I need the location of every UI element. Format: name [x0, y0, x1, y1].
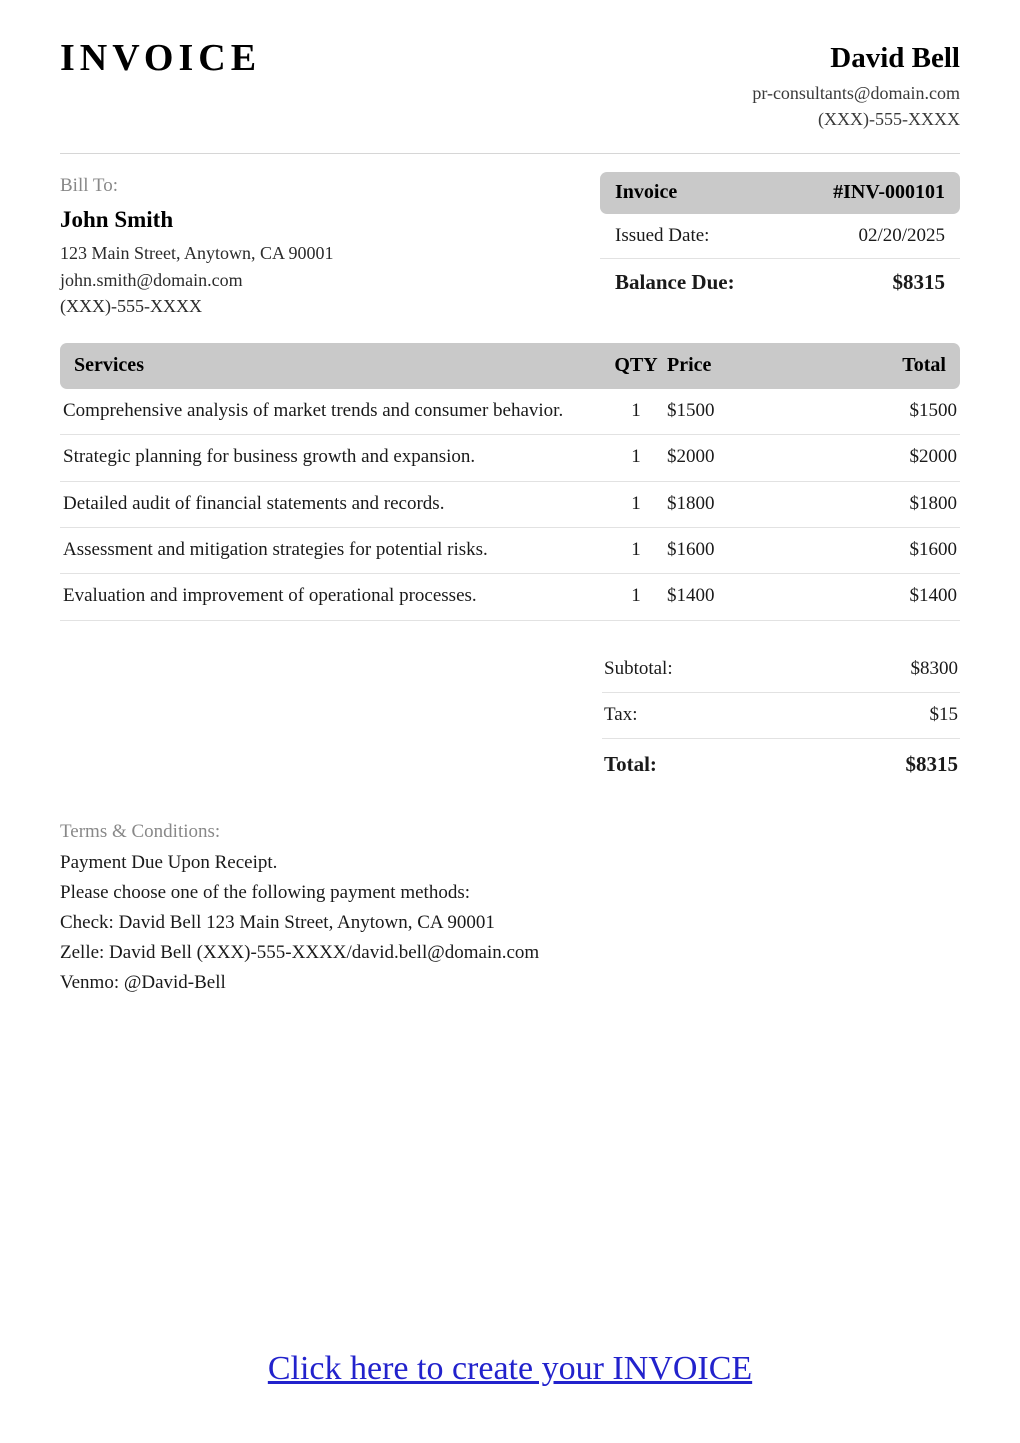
- terms-line: Please choose one of the following payment methods:: [60, 882, 470, 904]
- invoice-number-value: #INV-000101: [833, 181, 945, 204]
- service-qty: 1: [605, 435, 667, 481]
- bill-to-address: 123 Main Street, Anytown, CA 90001: [60, 243, 334, 264]
- table-row: [60, 527, 960, 573]
- table-row: [60, 389, 960, 435]
- service-qty: 1: [605, 481, 667, 527]
- bill-and-meta-section: [60, 172, 960, 320]
- terms-line: Check: David Bell 123 Main Street, Anytown, CA 90001: [60, 912, 495, 934]
- balance-due-value: $8315: [892, 270, 945, 295]
- issuer-block: [752, 38, 960, 132]
- subtotal-row: [602, 647, 960, 693]
- service-description: Assessment and mitigation strategies for potential risks.: [60, 527, 605, 573]
- service-description: Strategic planning for business growth and expansion.: [60, 435, 605, 481]
- subtotal-value: $8300: [910, 657, 958, 679]
- service-total: $1800: [812, 481, 960, 527]
- grand-total-label: Total:: [604, 751, 657, 776]
- issued-date-label: Issued Date:: [615, 225, 710, 247]
- bill-to-name: John Smith: [60, 206, 174, 232]
- table-row: [60, 481, 960, 527]
- grand-total-row: [602, 739, 960, 789]
- invoice-header: [60, 0, 960, 132]
- issuer-phone: (XXX)-555-XXXX: [818, 109, 960, 130]
- invoice-meta-header-row: [600, 172, 960, 214]
- service-qty: 1: [605, 574, 667, 620]
- bill-to-email: john.smith@domain.com: [60, 269, 243, 290]
- service-total: $1400: [812, 574, 960, 620]
- services-table-body: [60, 389, 960, 620]
- service-description: Comprehensive analysis of market trends and consumer behavior.: [60, 389, 605, 435]
- service-total: $2000: [812, 435, 960, 481]
- service-price: $1600: [667, 527, 812, 573]
- service-description: Evaluation and improvement of operational processes.: [60, 574, 605, 620]
- invoice-number-label: Invoice: [615, 181, 678, 204]
- service-qty: 1: [605, 527, 667, 573]
- footer: [0, 1350, 1020, 1388]
- tax-label: Tax:: [604, 703, 638, 725]
- totals-block: [602, 647, 960, 789]
- issuer-email: pr-consultants@domain.com: [752, 83, 960, 104]
- column-header-total: Total: [812, 343, 960, 389]
- issued-date-value: 02/20/2025: [858, 225, 945, 247]
- invoice-meta-box: [600, 172, 960, 306]
- column-header-services: Services: [60, 343, 605, 389]
- create-invoice-link[interactable]: Click here to create your INVOICE: [267, 1350, 753, 1387]
- subtotal-label: Subtotal:: [604, 657, 673, 679]
- table-row: [60, 574, 960, 620]
- service-price: $1400: [667, 574, 812, 620]
- column-header-price: Price: [667, 343, 812, 389]
- tax-row: [602, 693, 960, 739]
- totals-section: [60, 647, 960, 789]
- service-price: $2000: [667, 435, 812, 481]
- bill-to-label: Bill To:: [60, 175, 118, 197]
- bill-to-phone: (XXX)-555-XXXX: [60, 296, 202, 317]
- terms-line: Venmo: @David-Bell: [60, 972, 226, 994]
- bill-to-block: [60, 172, 580, 320]
- service-total: $1500: [812, 389, 960, 435]
- service-qty: 1: [605, 389, 667, 435]
- services-table-header-row: [60, 343, 960, 389]
- terms-section: [60, 817, 960, 999]
- service-price: $1800: [667, 481, 812, 527]
- column-header-qty: QTY: [605, 343, 667, 389]
- services-table: [60, 343, 960, 621]
- tax-value: $15: [929, 703, 958, 725]
- terms-line: Zelle: David Bell (XXX)-555-XXXX/david.bell@domain.com: [60, 942, 540, 964]
- page-title: INVOICE: [60, 37, 262, 79]
- terms-label: Terms & Conditions:: [60, 820, 221, 842]
- table-row: [60, 435, 960, 481]
- balance-due-label: Balance Due:: [615, 270, 735, 295]
- balance-due-row: [600, 259, 960, 306]
- issued-date-row: [600, 214, 960, 259]
- service-description: Detailed audit of financial statements and records.: [60, 481, 605, 527]
- issuer-name: David Bell: [830, 42, 960, 74]
- service-price: $1500: [667, 389, 812, 435]
- service-total: $1600: [812, 527, 960, 573]
- terms-line: Payment Due Upon Receipt.: [60, 852, 278, 873]
- header-divider: [60, 153, 960, 154]
- grand-total-value: $8315: [905, 751, 958, 776]
